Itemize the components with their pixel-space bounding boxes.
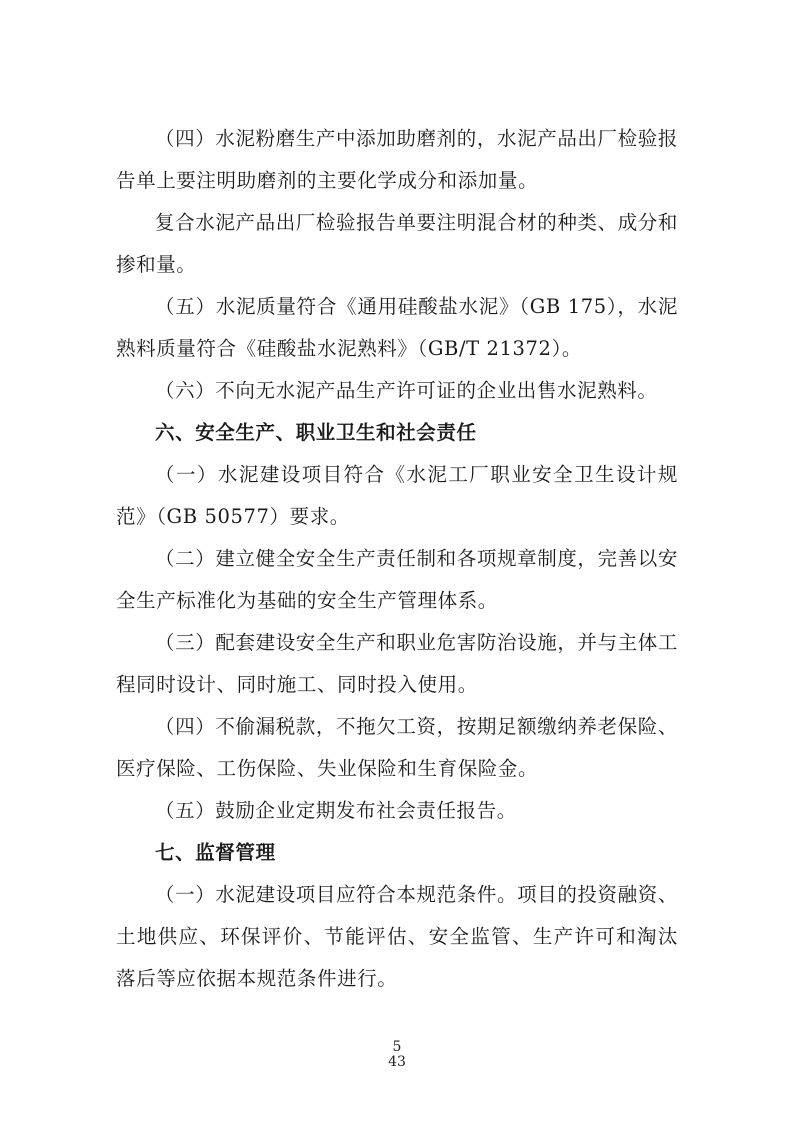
section-heading-supervision: 七、监督管理 [155, 841, 276, 864]
paragraph-safety-system: （二）建立健全安全生产责任制和各项规章制度，完善以安全生产标准化为基础的安全生产管理体系。 [116, 547, 678, 612]
document-body [116, 118, 678, 1000]
paragraph-quality-standard: （五）水泥质量符合《通用硅酸盐水泥》（GB 175），水泥熟料质量符合《硅酸盐水泥熟料》（GB/T 21372）。 [116, 295, 678, 360]
page-number-outer: 43 [388, 1054, 406, 1070]
paragraph-taxes-insurance: （四）不偷漏税款，不拖欠工资，按期足额缴纳养老保险、医疗保险、工伤保险、失业保险和生育保险金。 [116, 715, 678, 780]
section-heading-safety: 六、安全生产、职业卫生和社会责任 [155, 421, 477, 444]
paragraph-social-report: （五）鼓励企业定期发布社会责任报告。 [155, 799, 517, 822]
paragraph-supervision: （一）水泥建设项目应符合本规范条件。项目的投资融资、土地供应、环保评价、节能评估、安全监管、生产许可和淘汰落后等应依据本规范条件进行。 [116, 883, 678, 990]
page-number-inner: 5 [392, 1039, 402, 1055]
paragraph-grinding-aid: （四）水泥粉磨生产中添加助磨剂的，水泥产品出厂检验报告单上要注明助磨剂的主要化学成分和添加量。 [116, 127, 678, 192]
paragraph-composite-cement: 复合水泥产品出厂检验报告单要注明混合材的种类、成分和掺和量。 [116, 211, 678, 276]
paragraph-clinker-sales: （六）不向无水泥产品生产许可证的企业出售水泥熟料。 [155, 379, 658, 402]
paragraph-safety-facilities: （三）配套建设安全生产和职业危害防治设施，并与主体工程同时设计、同时施工、同时投入使用。 [116, 631, 678, 696]
paragraph-safety-design: （一）水泥建设项目符合《水泥工厂职业安全卫生设计规范》（GB 50577）要求。 [116, 463, 678, 528]
